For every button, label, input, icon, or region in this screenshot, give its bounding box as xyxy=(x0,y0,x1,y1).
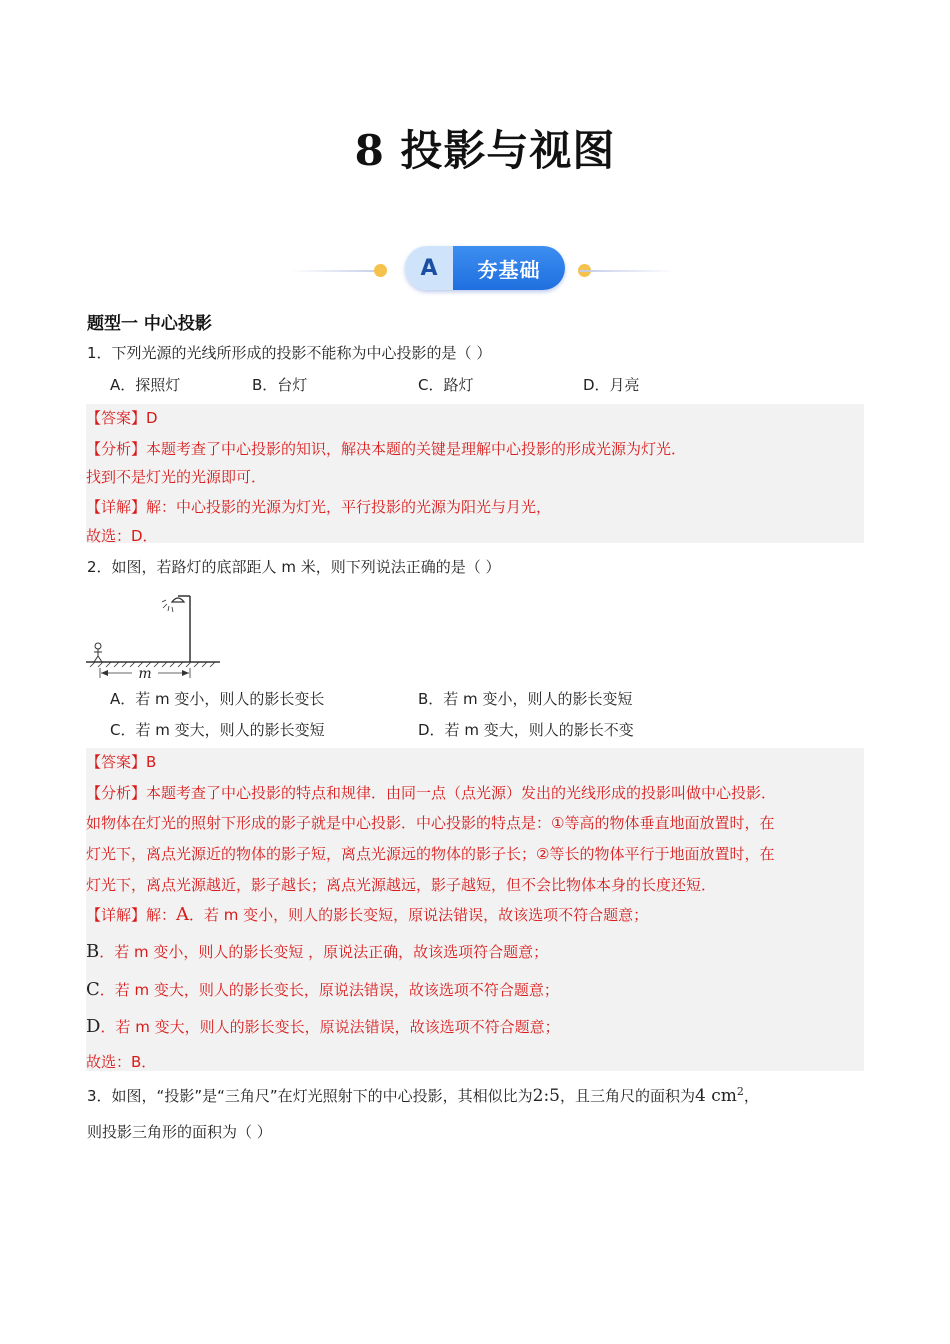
streetlight-figure xyxy=(86,588,226,684)
q2-analysis-line-2: 如物体在灯光的照射下形成的影子就是中心投影．中心投影的特点是：①等高的物体垂直地面放置时，在 xyxy=(86,814,775,832)
q2-option-a: A．若 m 变小，则人的影长变长 xyxy=(110,690,325,708)
q3-stem-c: ， xyxy=(743,1087,759,1105)
q2-detail-c-text: ．若 m 变大，则人的影长变长，原说法错误，故该选项不符合题意； xyxy=(99,981,559,999)
q3-stem-line-1 xyxy=(87,1085,759,1106)
q3-ratio: 2:5 xyxy=(532,1086,560,1106)
q2-stem: 2．如图，若路灯的底部距人 m 米，则下列说法正确的是（ ） xyxy=(87,558,501,576)
person-head xyxy=(95,643,101,649)
q3-stem-a: 3．如图，“投影”是“三角尺”在灯光照射下的中心投影，其相似比为 xyxy=(87,1087,533,1105)
q1-detail: 【详解】解：中心投影的光源为灯光，平行投影的光源为阳光与月光， xyxy=(86,498,552,516)
dim-arrow-left xyxy=(101,670,108,676)
q3-area: 4 cm xyxy=(695,1086,737,1106)
banner-line-right xyxy=(580,270,675,272)
q2-detail-b-text: ．若 m 变小，则人的影长变短 ，原说法正确，故该选项符合题意； xyxy=(99,943,549,961)
q2-detail-d-text: ．若 m 变大，则人的影长变长，原说法错误，故该选项不符合题意； xyxy=(100,1018,560,1036)
q3-area-exponent: 2 xyxy=(736,1085,744,1098)
q2-analysis-line-1: 【分析】本题考查了中心投影的特点和规律．由同一点（点光源）发出的光线形成的投影叫做中心投影． xyxy=(86,784,777,802)
banner-letter: A xyxy=(405,246,453,290)
q2-analysis-line-4: 灯光下，离点光源越近，影子越长；离点光源越远，影子越短，但不会比物体本身的长度还短． xyxy=(86,876,717,894)
q1-answer-box xyxy=(86,404,864,543)
banner-pill xyxy=(405,246,565,290)
lamp-head xyxy=(172,598,184,602)
q2-detail-d-letter: D xyxy=(86,1016,101,1037)
q2-detail-a-text: ．若 m 变小，则人的影长变短，原说法错误，故该选项不符合题意； xyxy=(189,906,649,924)
q2-answer: 【答案】B xyxy=(86,753,157,771)
q2-conclusion: 故选：B． xyxy=(86,1053,157,1071)
q2-detail-a-letter: A xyxy=(176,904,190,925)
q2-detail-prefix: 【详解】解： xyxy=(86,906,177,924)
person-leg xyxy=(98,656,102,662)
q1-analysis-line-2: 找到不是灯光的光源即可． xyxy=(86,468,267,486)
banner-dot-left xyxy=(374,264,387,277)
q2-detail-c xyxy=(86,979,559,1000)
q2-detail-c-letter: C xyxy=(86,979,100,1000)
q2-detail-d xyxy=(86,1016,560,1037)
q1-option-c: C．路灯 xyxy=(418,376,474,394)
q1-option-d: D．月亮 xyxy=(583,376,640,394)
q1-conclusion: 故选：D． xyxy=(86,527,158,545)
q2-answer-box xyxy=(86,748,864,1071)
q2-detail-b xyxy=(86,941,548,962)
lamp-ray xyxy=(172,607,173,612)
q1-analysis-line-1: 【分析】本题考查了中心投影的知识，解决本题的关键是理解中心投影的形成光源为灯光． xyxy=(86,440,687,458)
lamp-ray xyxy=(162,600,166,602)
section-title: 题型一 中心投影 xyxy=(87,314,212,334)
q1-option-a: A．探照灯 xyxy=(110,376,181,394)
q3-stem-line-2: 则投影三角形的面积为（ ） xyxy=(87,1123,272,1141)
q2-option-d: D．若 m 变大，则人的影长不变 xyxy=(418,721,634,739)
q2-option-b: B．若 m 变小，则人的影长变短 xyxy=(418,690,633,708)
lamp-ray xyxy=(168,606,169,611)
document-title: 8 投影与视图 xyxy=(354,126,616,175)
section-banner xyxy=(290,244,675,296)
q1-answer: 【答案】D xyxy=(86,409,158,427)
dim-arrow-right xyxy=(182,670,189,676)
q2-analysis-line-3: 灯光下，离点光源近的物体的影子短，离点光源远的物体的影子长；②等长的物体平行于地面放置时，在 xyxy=(86,845,775,863)
dim-label-m: m xyxy=(138,666,152,682)
q2-option-c: C．若 m 变大，则人的影长变短 xyxy=(110,721,325,739)
q1-option-b: B．台灯 xyxy=(252,376,308,394)
person-leg xyxy=(94,656,98,662)
banner-label: 夯基础 xyxy=(453,246,565,290)
q2-detail-b-letter: B xyxy=(86,941,100,962)
q1-stem: 1．下列光源的光线所形成的投影不能称为中心投影的是（ ） xyxy=(87,344,492,362)
lamp-ray xyxy=(163,604,167,608)
banner-line-left xyxy=(290,270,385,272)
q2-detail-a xyxy=(86,904,648,925)
q3-stem-b: ，且三角尺的面积为 xyxy=(560,1087,696,1105)
